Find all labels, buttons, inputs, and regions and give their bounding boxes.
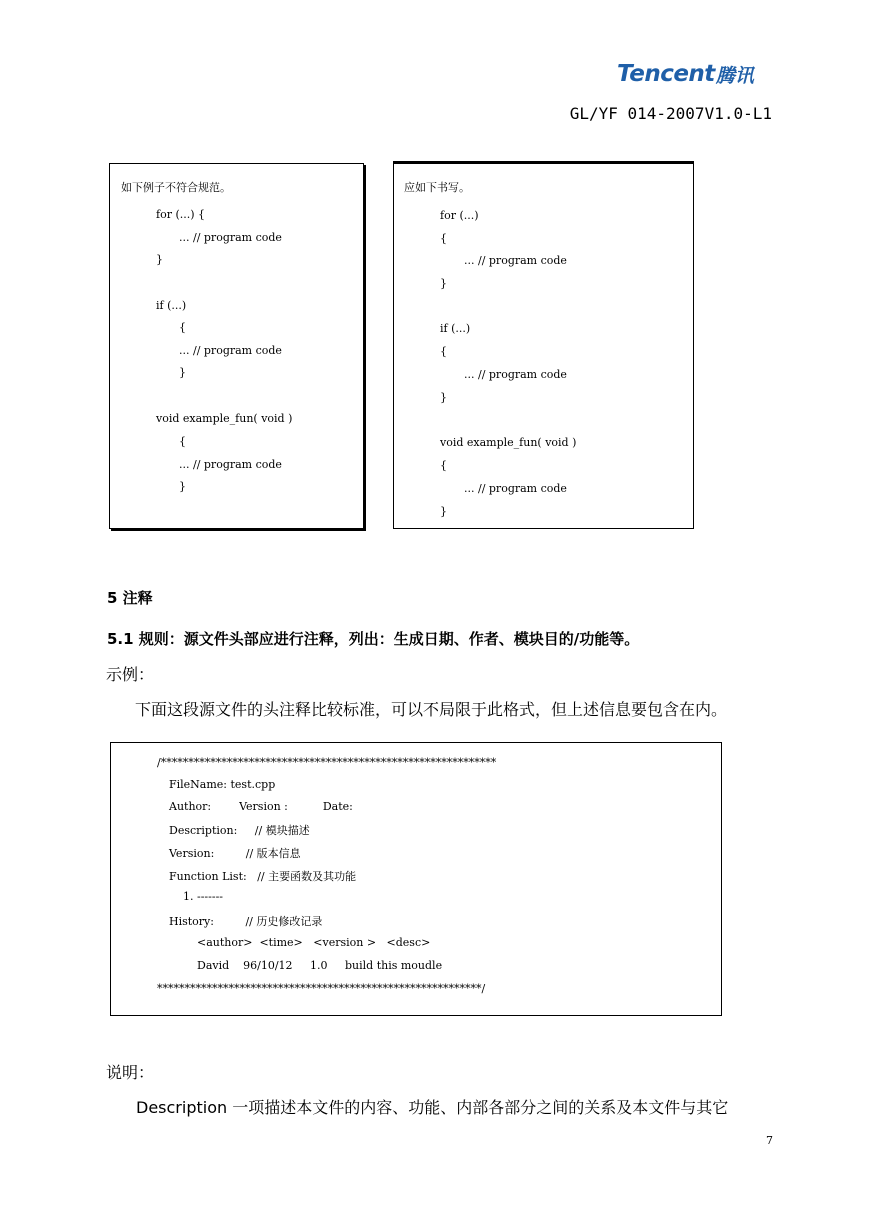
code-line: } bbox=[179, 366, 186, 379]
intro-paragraph: 下面这段源文件的头注释比较标准，可以不局限于此格式，但上述信息要包含在内。 bbox=[135, 700, 728, 719]
description-paragraph: Description 一项描述本文件的内容、功能、内部各部分之间的关系及本文件与其它 bbox=[136, 1098, 729, 1117]
logo-chinese: 腾讯 bbox=[715, 64, 754, 87]
code-line: } bbox=[440, 391, 447, 404]
code-line: if (...) bbox=[156, 299, 187, 312]
note-label: 说明： bbox=[106, 1063, 155, 1082]
comment-line: ***********************************************************/ bbox=[157, 982, 486, 995]
code-line: ... // program code bbox=[464, 254, 567, 267]
comment-line: FileName: test.cpp bbox=[169, 778, 276, 791]
document-id: GL/YF 014-2007V1.0-L1 bbox=[569, 104, 772, 123]
logo-word: Tencent bbox=[617, 61, 715, 87]
page-number: 7 bbox=[766, 1134, 773, 1147]
bad-example-caption: 如下例子不符合规范。 bbox=[121, 181, 231, 194]
code-line: void example_fun( void ) bbox=[156, 412, 293, 425]
code-line: } bbox=[179, 480, 186, 493]
code-line: if (...) bbox=[440, 322, 471, 335]
comment-line: /************************************************************* bbox=[157, 756, 497, 769]
comment-line: History: // 历史修改记录 bbox=[169, 915, 323, 928]
comment-line: Function List: // 主要函数及其功能 bbox=[169, 870, 357, 883]
comment-line: David 96/10/12 1.0 build this moudle bbox=[197, 959, 443, 972]
code-line: for (...) { bbox=[156, 208, 206, 221]
code-line: ... // program code bbox=[179, 458, 282, 471]
code-line: { bbox=[440, 459, 447, 472]
bad-example-box bbox=[109, 163, 364, 529]
code-line: { bbox=[440, 345, 447, 358]
code-line: ... // program code bbox=[464, 368, 567, 381]
comment-line: Version: // 版本信息 bbox=[169, 847, 301, 860]
comment-line: Author: Version : Date: bbox=[169, 800, 353, 813]
comment-line: Description: // 模块描述 bbox=[169, 824, 310, 837]
header-comment-box bbox=[110, 742, 722, 1016]
comment-line: 1. ------- bbox=[183, 890, 224, 903]
code-line: { bbox=[179, 435, 186, 448]
code-line: void example_fun( void ) bbox=[440, 436, 577, 449]
code-line: for (...) bbox=[440, 209, 479, 222]
example-label: 示例： bbox=[106, 665, 155, 684]
good-example-box bbox=[393, 163, 694, 529]
comment-line: <author> <time> <version > <desc> bbox=[197, 936, 431, 949]
code-line: { bbox=[179, 321, 186, 334]
code-line: } bbox=[440, 505, 447, 518]
code-line: { bbox=[440, 232, 447, 245]
code-line: } bbox=[156, 253, 163, 266]
rule-heading: 5.1 规则：源文件头部应进行注释，列出：生成日期、作者、模块目的/功能等。 bbox=[107, 630, 640, 648]
good-example-caption: 应如下书写。 bbox=[404, 181, 470, 194]
section-heading: 5 注释 bbox=[107, 589, 153, 607]
code-line: ... // program code bbox=[179, 231, 282, 244]
code-line: ... // program code bbox=[179, 344, 282, 357]
code-line: ... // program code bbox=[464, 482, 567, 495]
tencent-logo bbox=[617, 60, 769, 88]
code-line: } bbox=[440, 277, 447, 290]
